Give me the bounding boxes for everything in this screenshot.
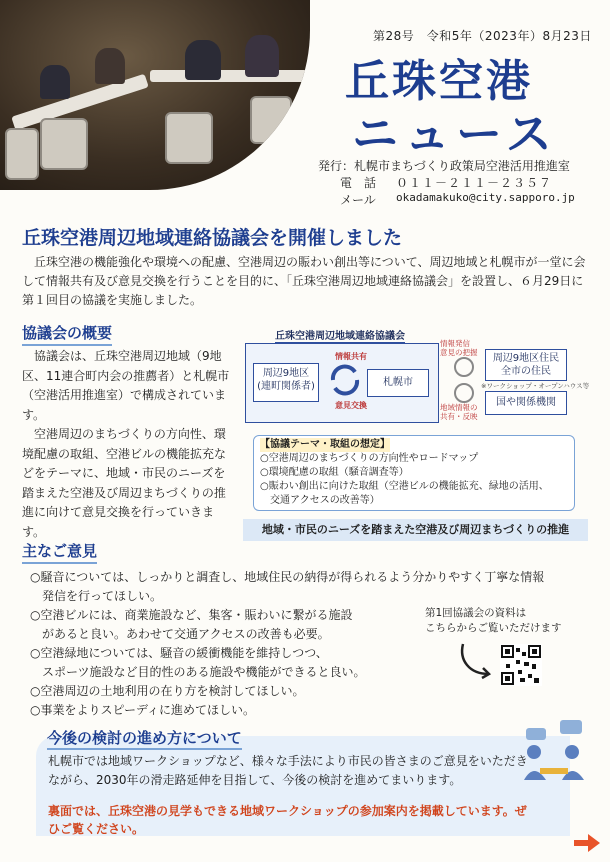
qr-note: 第1回協議会の資料は こちらからご覧いただけます (425, 607, 562, 634)
curved-arrow-icon (455, 640, 495, 680)
future-heading: 今後の検討の進め方について (47, 727, 242, 750)
phone-number: ０１１－２１１－２３５７ (396, 176, 553, 190)
overview-paragraph-2: 空港周辺のまちづくりの方向性、環境配慮の取組、空港ビルの機能拡充などをテーマに、地域・市民のニーズを踏まえた空港及び周辺まちづくりの推進に向けて意見交換を行っていきます。 (22, 427, 227, 539)
newsletter-title-sub: ニュース (352, 107, 558, 161)
opinion-item: があると良い。あわせて交通アクセスの改善も必要。 (30, 627, 330, 641)
council-diagram (235, 327, 590, 543)
qr-code-icon[interactable] (500, 644, 542, 686)
main-headline: 丘珠空港周辺地域連絡協議会を開催しました (22, 227, 403, 249)
side-note-top: 情報発信 意見の把握 (440, 339, 478, 357)
future-text: 札幌市では地域ワークショップなど、様々な手法により市民の皆さまのご意見をいただきながら、2030年の滑走路延伸を目指して、今後の検討を進めてまいります。 (48, 754, 528, 787)
opinion-exchange-label: 意見交換 (335, 401, 367, 410)
overview-heading: 協議会の概要 (22, 322, 112, 346)
phone-label: 電 話 (340, 176, 377, 190)
side-note-bottom: 地域情報の 共有・反映 (440, 403, 478, 421)
discussion-people-icon (520, 718, 590, 788)
issue-date: 第28号 令和5年（2023年）8月23日 (373, 29, 592, 43)
opinions-heading: 主なご意見 (22, 540, 97, 564)
overview-paragraph-1: 協議会は、丘珠空港周辺地域（9地区、11連合町内会の推薦者）と札幌市（空港活用推進室）で構成されています。 (22, 349, 230, 422)
email-address[interactable]: okadamakuko@city.sapporo.jp (396, 191, 575, 204)
public-cycle-icon (453, 355, 475, 405)
opinion-item: スポーツ施設など目的性のある施設や機能ができると良い。 (30, 665, 366, 679)
opinion-item: 発信を行ってほしい。 (30, 589, 163, 603)
workshop-note: ※ワークショップ・オープンハウス等 (481, 382, 590, 390)
opinion-item: ○騒音については、しっかりと調査し、地域住民の納得が得られるよう分かりやすく丁寧な情報 (30, 570, 545, 584)
theme-title: 【協議テーマ・取組の想定】 (260, 439, 390, 450)
goal-banner: 地域・市民のニーズを踏まえた空港及び周辺まちづくりの推進 (243, 519, 588, 541)
national-agencies-box: 国や関係機関 (485, 391, 567, 415)
opinion-item: ○空港ビルには、商業施設など、集客・賑わいに繋がる施設 (30, 608, 353, 622)
mail-label: メール (340, 193, 376, 207)
theme-item: ○環境配慮の取組（騒音調査等） (260, 467, 409, 478)
theme-item: ○空港周辺のまちづくりの方向性やロードマップ (260, 453, 479, 464)
exchange-cycle-icon (327, 362, 363, 398)
meeting-photo (0, 0, 310, 190)
publisher: 発行：札幌市まちづくり政策局空港活用推進室 (318, 159, 570, 173)
back-page-note: 裏面では、丘珠空港の見学もできる地域ワークショップの参加案内を掲載しています。ぜひご覧ください。 (48, 804, 527, 836)
district-box: 周辺9地区 (連町関係者) (253, 363, 319, 402)
next-page-arrow-icon[interactable] (574, 834, 600, 852)
info-sharing-label: 情報共有 (335, 352, 367, 361)
city-box: 札幌市 (367, 369, 429, 397)
theme-item: 交通アクセスの改善等） (260, 495, 380, 506)
newsletter-title: 丘珠空港 (345, 56, 533, 107)
overview-body (22, 347, 230, 542)
theme-box (253, 435, 575, 511)
opinion-item: ○事業をよりスピーディに進めてほしい。 (30, 703, 256, 717)
intro-paragraph: 丘珠空港の機能強化や環境への配慮、空港周辺の賑わい創出等について、周辺地域と札幌市が一堂に会して情報共有及び意見交換を行うことを目的に、「丘珠空港周辺地域連絡協議会」を設置し、６月29日に第１回目の協議を実施しました。 (22, 255, 586, 307)
theme-item: ○賑わい創出に向けた取組（空港ビルの機能拡充、緑地の活用、 (260, 481, 549, 492)
opinion-item: ○空港周辺の土地利用の在り方を検討してほしい。 (30, 684, 305, 698)
opinion-item: ○空港緑地については、騒音の緩衝機能を維持しつつ、 (30, 646, 328, 660)
diagram-title: 丘珠空港周辺地域連絡協議会 (275, 327, 405, 343)
residents-box: 周辺9地区住民 全市の住民 (485, 349, 567, 381)
